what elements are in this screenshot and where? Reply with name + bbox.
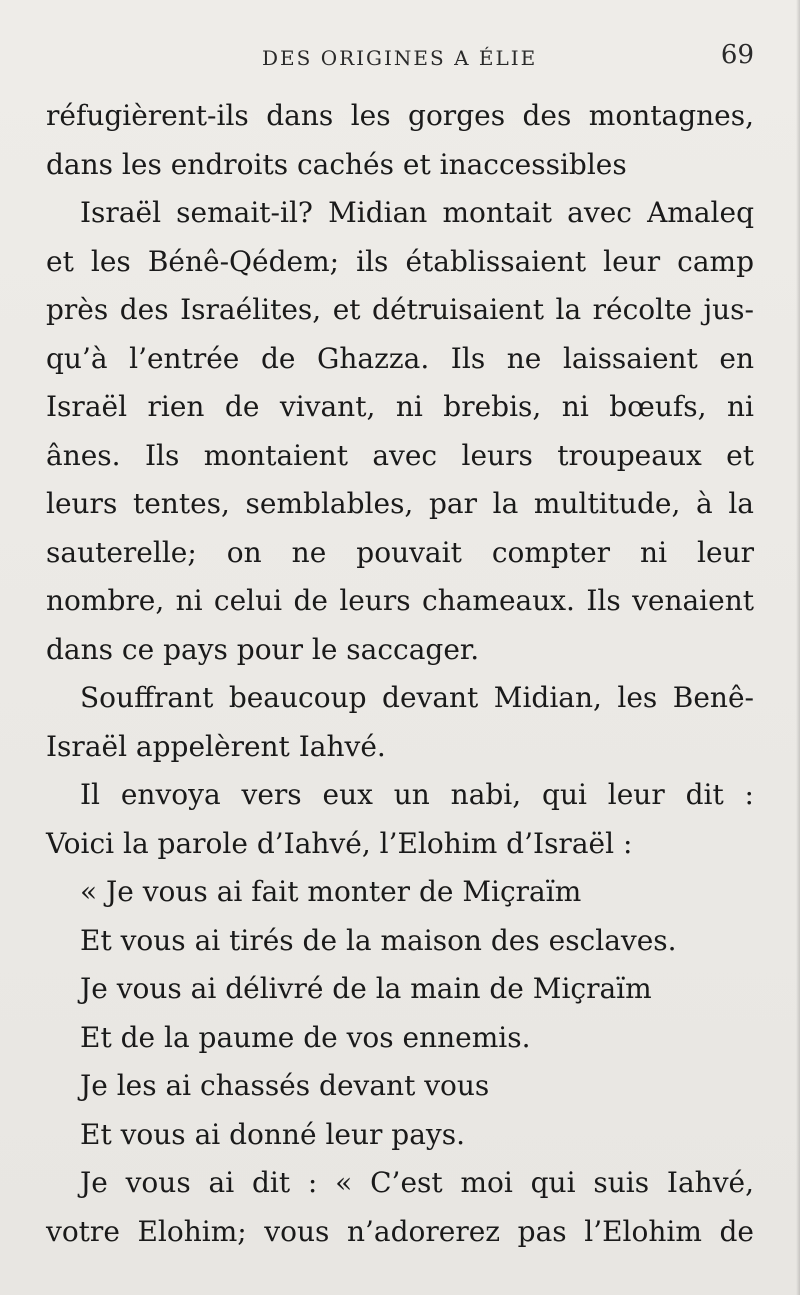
- text-line: nombre, ni celui de leurs chameaux. Ils venaient: [46, 584, 754, 617]
- text-line: réfugièrent-ils dans les gorges des montagnes,: [46, 99, 754, 132]
- text-line: Il envoya vers eux un nabi, qui leur dit :: [80, 778, 754, 811]
- text-line: Voici la parole d’Iahvé, l’Elohim d’Israël :: [46, 826, 633, 860]
- text-line: qu’à l’entrée de Ghazza. Ils ne laissaient en: [46, 341, 754, 375]
- text-line: votre Elohim; vous n’adorerez pas l’Elohim de: [46, 1214, 754, 1248]
- text-line: dans ce pays pour le saccager.: [46, 632, 480, 666]
- text-line: sauterelle; on ne pouvait compter ni leur: [46, 535, 754, 569]
- text-line: Je vous ai dit : « C’est moi qui suis Iahvé,: [80, 1166, 754, 1199]
- text-line: Israël semait-il? Midian montait avec Amaleq: [80, 196, 754, 229]
- running-head: [0, 40, 800, 74]
- verse-line: Je les ai chassés devant vous: [80, 1069, 490, 1102]
- text-line: leurs tentes, semblables, par la multitude, à la: [46, 487, 754, 520]
- text-line: ânes. Ils montaient avec leurs troupeaux et: [46, 438, 754, 472]
- text-line: Israël appelèrent Iahvé.: [46, 729, 386, 763]
- text-line: Souffrant beaucoup devant Midian, les Benê-: [80, 681, 754, 714]
- text-line: et les Bénê-Qédem; ils établissaient leur camp: [46, 244, 754, 278]
- verse-line: Je vous ai délivré de la main de Miçraïm: [80, 972, 652, 1005]
- text-body: [46, 92, 754, 1256]
- verse-line: Et vous ai tirés de la maison des esclaves.: [80, 923, 677, 957]
- text-line: près des Israélites, et détruisaient la récolte jus-: [46, 293, 754, 326]
- verse-line: « Je vous ai fait monter de Miçraïm: [80, 875, 582, 908]
- running-title: DES ORIGINES A ÉLIE: [262, 46, 538, 70]
- text-line: dans les endroits cachés et inaccessibles: [46, 147, 627, 181]
- page-edge-shadow: [796, 0, 800, 1295]
- verse-line: Et de la paume de vos ennemis.: [80, 1020, 531, 1054]
- text-line: Israël rien de vivant, ni brebis, ni bœufs, ni: [46, 390, 754, 423]
- verse-line: Et vous ai donné leur pays.: [80, 1117, 465, 1151]
- page-number: 69: [720, 40, 754, 70]
